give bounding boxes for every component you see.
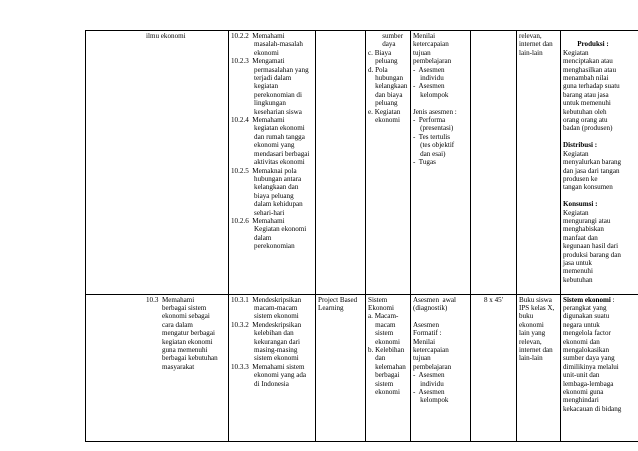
glossary-definition: Kegiatan mengurangi atau menghabiskan manfaat dan kegunaan hasil dari produksi barang dan jasa untuk memenuhi kebutuhan	[563, 208, 621, 284]
material-cell: sumber daya c. Biaya peluang d. Pola hubungan kelangkaan dan biaya peluang e. Kegiatan ekonomi	[366, 31, 411, 295]
source-cell: Buku siswa IPS kelas X, buku ekonomi lain yang relevan, internet dan lain-lain	[517, 294, 561, 441]
material-cell: Sistem Ekonomi a. Macam- macam sistem ekonomi b. Kelebihan dan kelemahan berbagai sistem ekonomi	[366, 294, 411, 441]
table-row	[86, 294, 638, 441]
glossary-definition: Kegiatan menyalurkan barang dan jasa dari tangan produsen ke tangan konsumen	[563, 149, 622, 192]
syllabus-table	[85, 30, 638, 442]
glossary-cell	[561, 31, 638, 295]
basic-competency-cell: 10.3 Memahami berbagai sistem ekonomi sebagai cara dalam mengatur berbagai kegiatan ekonomi guna memenuhi berbagai kebutuhan masyarakat	[86, 294, 229, 441]
glossary-cell	[561, 294, 638, 441]
indicators-cell: 10.3.1 Mendeskripsikan macam-macam sistem ekonomi 10.3.2 Mendeskripsikan kelebihan dan kekurangan dari masing-masing sistem ekonomi 10.3.3 Memahami sistem ekonomi yang ada di Indonesia	[229, 294, 316, 441]
glossary-term: Konsumsi :	[563, 200, 598, 209]
learning-model-cell: Project Based Learning	[316, 294, 366, 441]
time-cell: 8 x 45'	[471, 294, 517, 441]
glossary-term: Produksi :	[577, 40, 609, 49]
assessment-cell: Menilai ketercapaian tujuan pembelajaran - Asesmen individu - Asesmen kelompok Jenis asesmen : - Performa (presentasi) - Tes tertulis (tes objektif dan esai) - Tugas	[411, 31, 471, 295]
assessment-cell: Asesmen awal (diagnostik) Asesmen Formatif : Menilai ketercapaian tujuan pembelajaran - Asesmen individu - Asesmen kelompok	[411, 294, 471, 441]
glossary-definition: Kegiatan menciptakan atau menghasilkan atau menambah nilai guna terhadap suatu barang atau jasa untuk memenuhi kebutuhan oleh orang orang atu badan (produsen)	[563, 48, 620, 133]
glossary-term: Distribusi :	[563, 141, 598, 150]
learning-model-cell	[316, 31, 366, 295]
table-row	[86, 31, 638, 295]
glossary-definition: : perangkat yang digunakan suatu negara untuk mengelola factor ekonomi dan mengalokasikan sumber daya yang dimilikinya melalui unit-unit dan lembaga-lembaga ekonomi guna menghindari kekacauan di bidang	[563, 295, 622, 413]
source-cell: relevan, internet dan lain-lain	[517, 31, 561, 295]
basic-competency-cell: ilmu ekonomi	[86, 31, 229, 295]
glossary-term: Sistem ekonomi	[563, 295, 611, 304]
time-cell	[471, 31, 517, 295]
indicators-cell: 10.2.2 Memahami masalah-masalah ekonomi 10.2.3 Mengamati permasalahan yang terjadi dalam kegiatan perekonomian di lingkungan keseharian siswa 10.2.4 Memahami kegiatan ekonomi dan rumah tangga ekonomi yang mendasari berbagai aktivitas ekonomi 10.2.5 Memaknai pola hubungan antara kelangkaan dan biaya peluang dalam kehidupan sehari-hari 10.2.6 Memahami Kegiatan ekonomi dalam perekonomian	[229, 31, 316, 295]
